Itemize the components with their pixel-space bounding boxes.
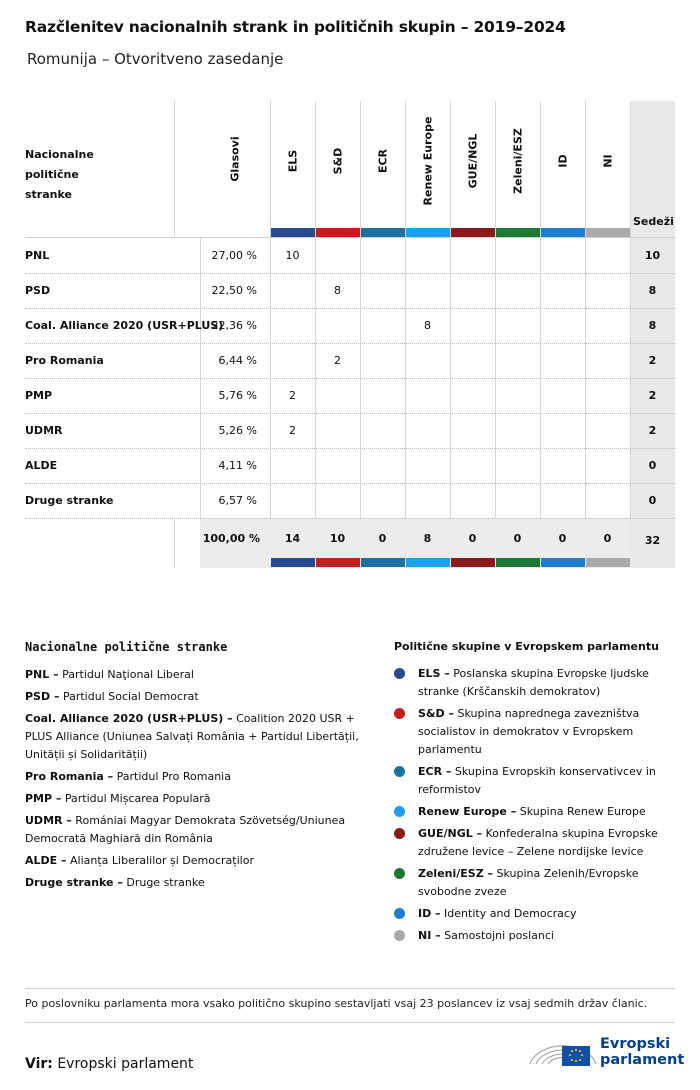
group-legend-item [394,705,684,759]
votes-column-header [200,101,270,221]
group-color-bar [361,228,405,237]
legend-fullname: Partidul Pro Romania [113,770,231,783]
group-color-bar [316,228,360,237]
group-legend-item [394,865,684,901]
party-name: Pro Romania [25,354,104,367]
row-header-label: Nacionalne politične stranke [25,148,94,201]
group-column-header [270,101,315,221]
group-color-bar [541,558,585,567]
page-subtitle: Romunija – Otvoritveno zasedanje [27,50,284,68]
national-legend-item [25,852,370,870]
legend-abbr: ALDE – [25,854,67,867]
group-seat-total: 0 [558,532,567,545]
party-seats: 10 [644,249,661,262]
legend-fullname: Samostojni poslanci [440,929,554,942]
party-seats: 0 [648,459,657,472]
group-color-bar [496,228,540,237]
group-seat-count: 8 [334,284,341,297]
national-legend-item [25,688,370,706]
group-color-dot [394,828,405,839]
legend-fullname: Romániai Magyar Demokrata Szövetség/Uniunea Democrată Maghiară din România [25,814,346,845]
group-column-header [360,101,405,221]
group-seat-total: 10 [329,532,346,545]
party-votes: 6,57 % [218,494,257,507]
row-separator [25,483,675,484]
group-header-text: S&D [331,147,344,175]
group-color-bar [316,558,360,567]
source-value: Evropski parlament [52,1056,194,1072]
group-column-header [450,101,495,221]
party-name: Coal. Alliance 2020 (USR+PLUS) [25,319,224,332]
legend-abbr: PMP – [25,792,62,805]
legend-fullname: Alianța Liberalilor și Democraților [66,854,254,867]
group-color-dot [394,806,405,817]
groups-legend-title: Politične skupine v Evropskem parlamentu [394,640,659,653]
logo-wordmark [600,1036,684,1068]
group-header-text: Renew Europe [421,116,434,206]
group-color-bar [451,558,495,567]
seats-column-header: Sedeži [633,215,674,228]
party-votes: 27,00 % [211,249,257,262]
divider-line [174,101,175,236]
row-separator [25,308,675,309]
group-column-header [405,101,450,221]
party-votes: 5,26 % [218,424,257,437]
group-color-bar [541,228,585,237]
party-votes: 4,11 % [218,459,257,472]
group-seat-total: 0 [378,532,387,545]
party-votes: 22,36 % [211,319,257,332]
group-seat-total: 0 [513,532,522,545]
legend-abbr: ECR – [418,765,452,778]
group-seat-total: 0 [468,532,477,545]
legend-fullname: Skupina naprednega zavezništva socialistov in demokratov v Evropskem parlamentu [418,707,640,756]
group-color-bar [361,558,405,567]
group-color-bar [271,228,315,237]
footer-divider-2 [25,1022,675,1023]
logo-line-2: parlament [600,1052,685,1068]
group-column-header [495,101,540,221]
footer-note: Po poslovniku parlamenta mora vsako politično skupino sestavljati vsaj 23 poslancev iz vsaj sedmih držav članic. [25,997,648,1010]
national-legend-item [25,874,370,892]
group-color-bar [271,558,315,567]
legend-fullname: Coalition 2020 USR + PLUS Alliance (Uniunea Salvați România + Partidul Libertății, Unității și Solidarității) [25,712,359,761]
party-name: UDMR [25,424,63,437]
party-votes: 5,76 % [218,389,257,402]
legend-fullname: Konfederalna skupina Evropske združene levice – Zelene nordijske levice [418,827,658,858]
legend-abbr: Pro Romania – [25,770,114,783]
seats-table [25,101,675,568]
group-seat-total: 14 [284,532,301,545]
party-seats: 8 [648,319,657,332]
group-seat-total: 8 [423,532,432,545]
national-legend-item [25,768,370,786]
group-legend-item [394,927,684,945]
group-column-header [585,101,630,221]
legend-fullname: Poslanska skupina Evropske ljudske stranke (Krščanskih demokratov) [418,667,649,698]
group-header-text: GUE/NGL [466,133,479,189]
legend-fullname: Skupina Renew Europe [516,805,646,818]
party-name: PSD [25,284,51,297]
header-bottom-line [25,237,675,238]
national-legend-title: Nacionalne politične stranke [25,640,228,654]
group-column-header [315,101,360,221]
party-votes: 22,50 % [211,284,257,297]
party-name: Druge stranke [25,494,114,507]
national-legend-item [25,790,370,808]
legend-abbr: ID – [418,907,441,920]
group-color-dot [394,766,405,777]
group-seat-count: 2 [289,424,296,437]
footer-divider [25,988,675,989]
group-seat-count: 2 [334,354,341,367]
group-header-text: NI [601,154,614,168]
legend-fullname: Identity and Democracy [440,907,577,920]
legend-abbr: Renew Europe – [418,805,517,818]
legend-fullname: Partidul Social Democrat [59,690,199,703]
legend-abbr: PSD – [25,690,60,703]
row-separator [25,448,675,449]
row-separator [25,518,675,519]
row-separator [25,273,675,274]
votes-header-text: Glasovi [228,136,242,182]
legend-abbr: Druge stranke – [25,876,123,889]
group-color-dot [394,930,405,941]
group-seat-count: 10 [285,249,300,262]
legend-abbr: Zeleni/ESZ – [418,867,494,880]
total-seats: 32 [644,534,661,547]
party-name: ALDE [25,459,58,472]
national-legend-item [25,710,370,764]
political-groups-legend [394,640,684,949]
group-color-bar [406,558,450,567]
source-label: Vir: [25,1056,53,1072]
divider-line [174,518,175,568]
group-legend-item [394,665,684,701]
party-name: PMP [25,389,53,402]
group-seat-count: 2 [289,389,296,402]
group-color-bar [496,558,540,567]
national-legend-item [25,666,370,684]
legend-fullname: Skupina Evropskih konservativcev in reformistov [418,765,656,796]
group-legend-item [394,803,684,821]
row-separator [25,378,675,379]
group-header-text: ECR [376,148,389,174]
legend-abbr: NI – [418,929,441,942]
group-color-dot [394,708,405,719]
group-color-bar [586,558,630,567]
group-seat-total: 0 [603,532,612,545]
legend-fullname: Partidul Naţional Liberal [58,668,194,681]
legend-abbr: GUE/NGL – [418,827,483,840]
legend-abbr: ELS – [418,667,450,680]
legend-fullname: Skupina Zelenih/Evropske svobodne zveze [418,867,639,898]
group-legend-item [394,763,684,799]
party-votes: 6,44 % [218,354,257,367]
legend-abbr: Coal. Alliance 2020 (USR+PLUS) – [25,712,233,725]
total-votes: 100,00 % [202,532,260,545]
group-header-text: Zeleni/ESZ [511,128,524,194]
national-legend-item [25,812,370,848]
group-seat-count: 8 [424,319,431,332]
page-title: Razčlenitev nacionalnih strank in političnih skupin – 2019–2024 [25,18,566,36]
group-color-bar [586,228,630,237]
group-color-dot [394,908,405,919]
group-legend-item [394,905,684,923]
party-seats: 2 [648,424,657,437]
group-header-text: ID [556,154,569,168]
logo-line-1: Evropski [600,1036,671,1052]
legend-fullname: Partidul Mișcarea Populară [61,792,211,805]
group-column-header [540,101,585,221]
group-color-dot [394,868,405,879]
legend-abbr: UDMR – [25,814,72,827]
group-header-text: ELS [286,149,299,173]
group-color-bar [451,228,495,237]
party-name: PNL [25,249,50,262]
row-separator [25,343,675,344]
divider-line [630,101,631,518]
group-color-bar [406,228,450,237]
party-seats: 2 [648,354,657,367]
national-parties-legend [25,640,370,896]
party-seats: 0 [648,494,657,507]
legend-abbr: PNL – [25,668,59,681]
party-seats: 2 [648,389,657,402]
group-color-dot [394,668,405,679]
source-credit [25,1056,193,1072]
legend-fullname: Druge stranke [122,876,205,889]
party-seats: 8 [648,284,657,297]
row-separator [25,413,675,414]
group-legend-item [394,825,684,861]
legend-abbr: S&D – [418,707,454,720]
